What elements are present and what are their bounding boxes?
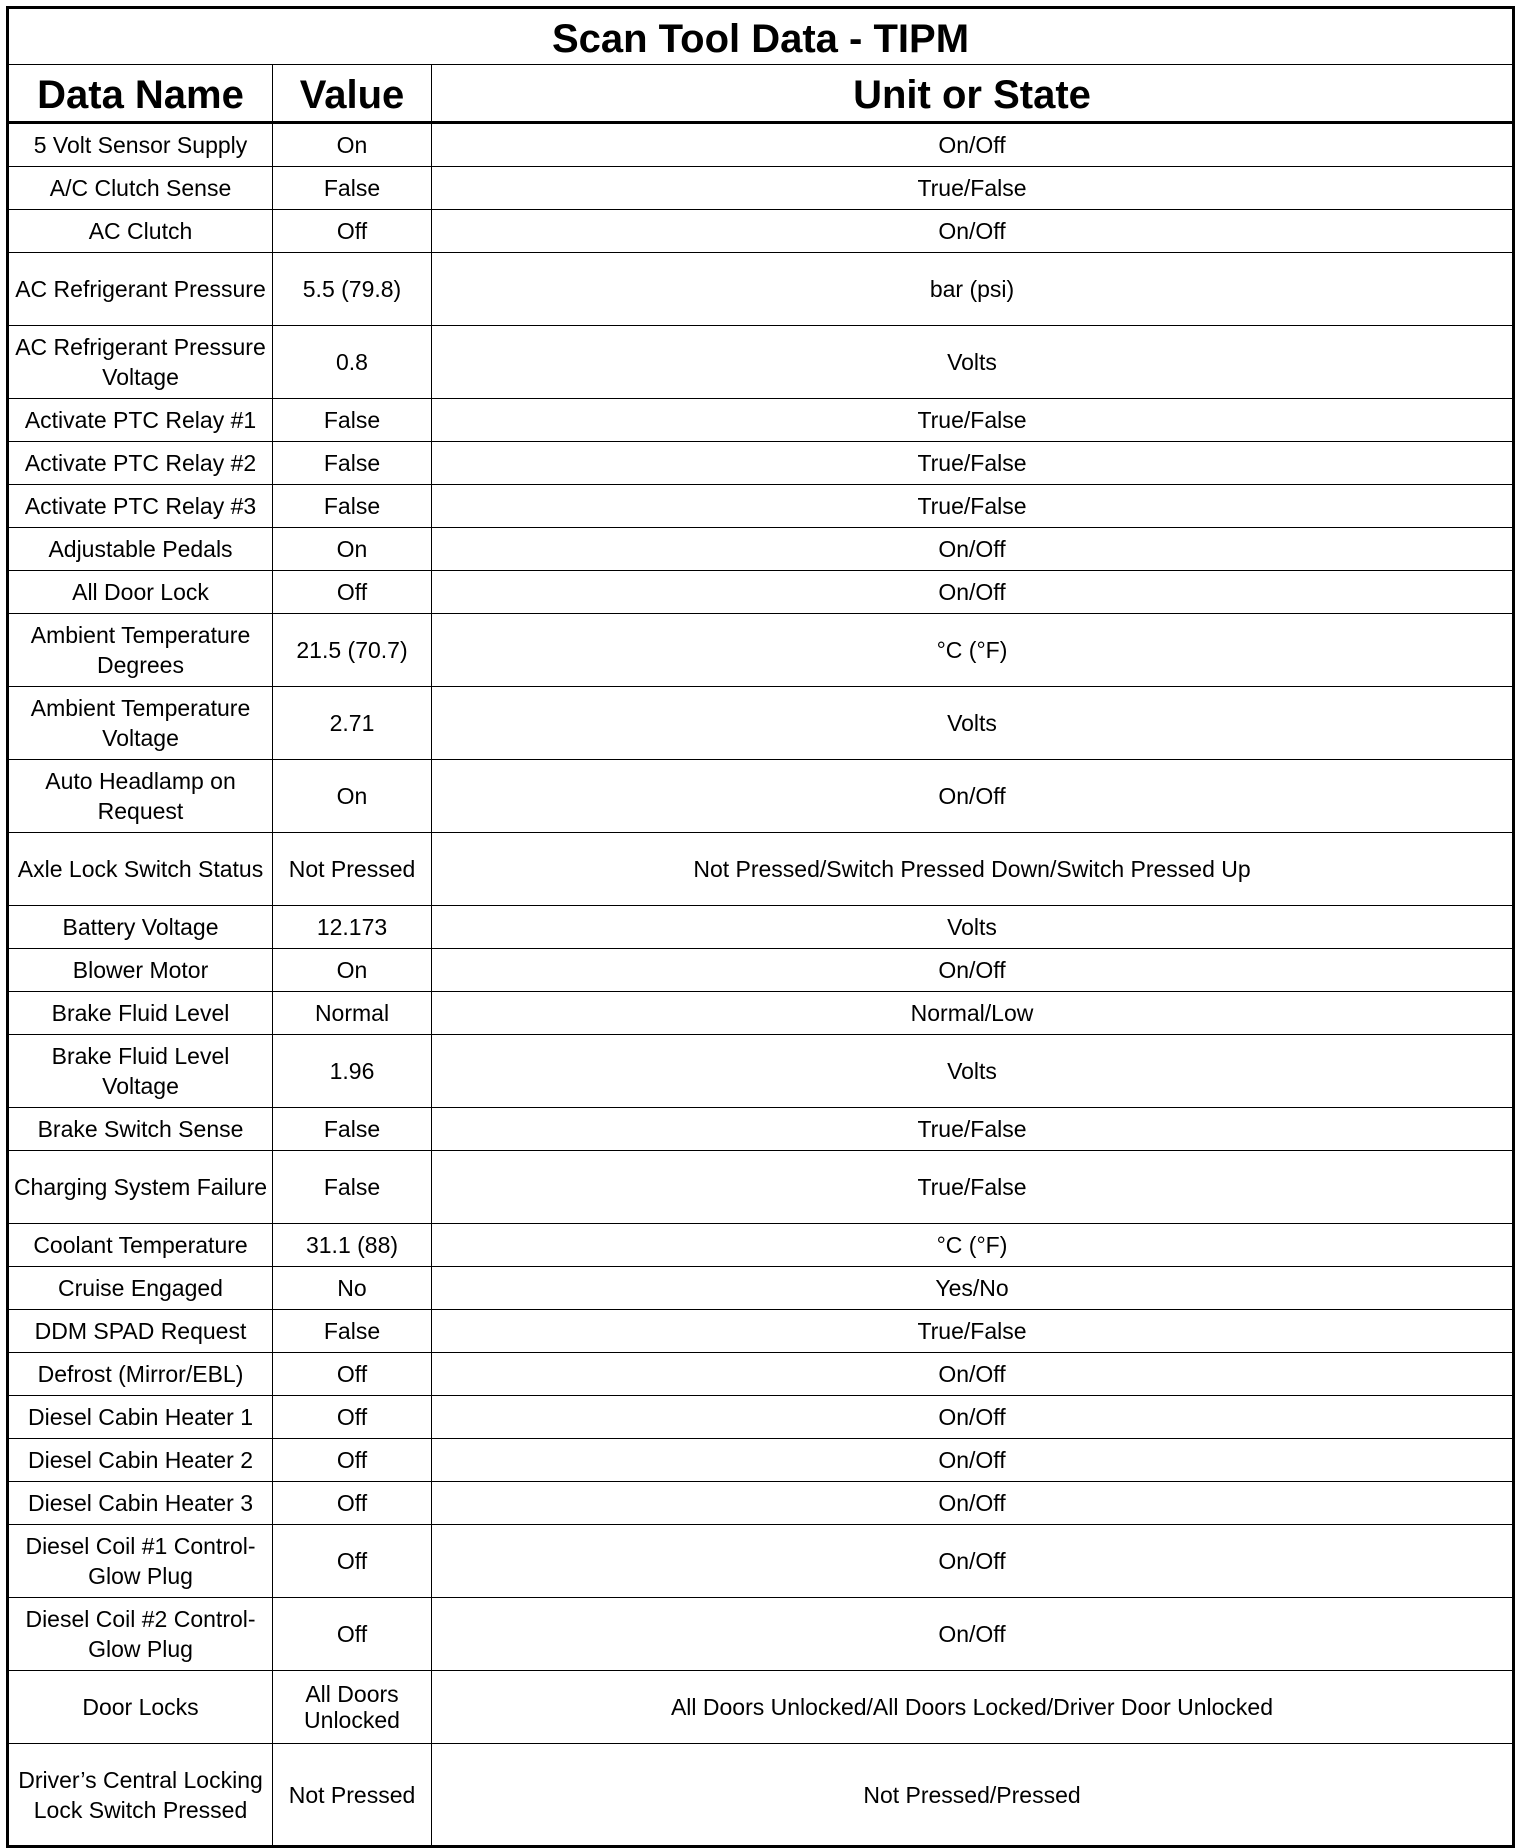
column-header-value: Value bbox=[273, 65, 432, 123]
data-name-cell: Diesel Cabin Heater 2 bbox=[8, 1439, 273, 1482]
data-name-cell: Brake Fluid Level Voltage bbox=[8, 1035, 273, 1108]
scan-tool-data-table bbox=[6, 6, 1515, 1848]
unit-or-state-cell: True/False bbox=[432, 1108, 1514, 1151]
value-cell: All Doors Unlocked bbox=[273, 1671, 432, 1744]
data-name-cell: All Door Lock bbox=[8, 571, 273, 614]
data-name-cell: Ambient Temperature Voltage bbox=[8, 687, 273, 760]
table-row bbox=[8, 326, 1514, 399]
value-cell: Off bbox=[273, 1353, 432, 1396]
unit-or-state-cell: On/Off bbox=[432, 1396, 1514, 1439]
table-row bbox=[8, 687, 1514, 760]
value-cell: Normal bbox=[273, 992, 432, 1035]
unit-or-state-cell: Volts bbox=[432, 1035, 1514, 1108]
value-cell: 2.71 bbox=[273, 687, 432, 760]
table-row bbox=[8, 1267, 1514, 1310]
unit-or-state-cell: On/Off bbox=[432, 571, 1514, 614]
table-row bbox=[8, 1151, 1514, 1224]
value-cell: False bbox=[273, 167, 432, 210]
data-name-cell: Diesel Cabin Heater 3 bbox=[8, 1482, 273, 1525]
data-name-cell: Activate PTC Relay #2 bbox=[8, 442, 273, 485]
table-row bbox=[8, 1108, 1514, 1151]
unit-or-state-cell: All Doors Unlocked/All Doors Locked/Driver Door Unlocked bbox=[432, 1671, 1514, 1744]
table-row bbox=[8, 1482, 1514, 1525]
table-row bbox=[8, 167, 1514, 210]
data-name-cell: Auto Headlamp on Request bbox=[8, 760, 273, 833]
data-name-cell: Adjustable Pedals bbox=[8, 528, 273, 571]
unit-or-state-cell: On/Off bbox=[432, 1598, 1514, 1671]
data-name-cell: 5 Volt Sensor Supply bbox=[8, 123, 273, 167]
unit-or-state-cell: Volts bbox=[432, 687, 1514, 760]
unit-or-state-cell: Volts bbox=[432, 906, 1514, 949]
data-name-cell: Activate PTC Relay #3 bbox=[8, 485, 273, 528]
table-row bbox=[8, 1598, 1514, 1671]
value-cell: Off bbox=[273, 1396, 432, 1439]
unit-or-state-cell: On/Off bbox=[432, 528, 1514, 571]
value-cell: 12.173 bbox=[273, 906, 432, 949]
table-title: Scan Tool Data - TIPM bbox=[8, 8, 1514, 65]
data-name-cell: Door Locks bbox=[8, 1671, 273, 1744]
data-name-cell: Driver’s Central Locking Lock Switch Pressed bbox=[8, 1744, 273, 1847]
table-row bbox=[8, 1744, 1514, 1847]
unit-or-state-cell: On/Off bbox=[432, 1525, 1514, 1598]
data-name-cell: DDM SPAD Request bbox=[8, 1310, 273, 1353]
table-row bbox=[8, 253, 1514, 326]
unit-or-state-cell: On/Off bbox=[432, 1482, 1514, 1525]
table-row bbox=[8, 210, 1514, 253]
table-row bbox=[8, 528, 1514, 571]
unit-or-state-cell: Not Pressed/Switch Pressed Down/Switch Pressed Up bbox=[432, 833, 1514, 906]
unit-or-state-cell: °C (°F) bbox=[432, 614, 1514, 687]
unit-or-state-cell: Yes/No bbox=[432, 1267, 1514, 1310]
data-name-cell: Diesel Cabin Heater 1 bbox=[8, 1396, 273, 1439]
table-row bbox=[8, 399, 1514, 442]
table-row bbox=[8, 1671, 1514, 1744]
value-cell: False bbox=[273, 399, 432, 442]
unit-or-state-cell: On/Off bbox=[432, 1353, 1514, 1396]
value-cell: 31.1 (88) bbox=[273, 1224, 432, 1267]
data-name-cell: Charging System Failure bbox=[8, 1151, 273, 1224]
data-name-cell: Ambient Temperature Degrees bbox=[8, 614, 273, 687]
data-name-cell: Coolant Temperature bbox=[8, 1224, 273, 1267]
table-row bbox=[8, 442, 1514, 485]
value-cell: On bbox=[273, 760, 432, 833]
unit-or-state-cell: True/False bbox=[432, 1151, 1514, 1224]
unit-or-state-cell: On/Off bbox=[432, 1439, 1514, 1482]
unit-or-state-cell: On/Off bbox=[432, 123, 1514, 167]
table-row bbox=[8, 949, 1514, 992]
table-row bbox=[8, 123, 1514, 167]
data-name-cell: Blower Motor bbox=[8, 949, 273, 992]
table-row bbox=[8, 1310, 1514, 1353]
table-row bbox=[8, 485, 1514, 528]
data-name-cell: Axle Lock Switch Status bbox=[8, 833, 273, 906]
unit-or-state-cell: On/Off bbox=[432, 210, 1514, 253]
data-name-cell: AC Clutch bbox=[8, 210, 273, 253]
value-cell: Off bbox=[273, 1598, 432, 1671]
value-cell: On bbox=[273, 123, 432, 167]
value-cell: Off bbox=[273, 571, 432, 614]
value-cell: False bbox=[273, 485, 432, 528]
unit-or-state-cell: On/Off bbox=[432, 760, 1514, 833]
table-row bbox=[8, 1439, 1514, 1482]
column-header-data-name: Data Name bbox=[8, 65, 273, 123]
value-cell: False bbox=[273, 1151, 432, 1224]
data-name-cell: AC Refrigerant Pressure Voltage bbox=[8, 326, 273, 399]
unit-or-state-cell: Volts bbox=[432, 326, 1514, 399]
unit-or-state-cell: On/Off bbox=[432, 949, 1514, 992]
data-name-cell: A/C Clutch Sense bbox=[8, 167, 273, 210]
column-header-unit-or-state: Unit or State bbox=[432, 65, 1514, 123]
data-name-cell: Activate PTC Relay #1 bbox=[8, 399, 273, 442]
table-row bbox=[8, 1525, 1514, 1598]
unit-or-state-cell: True/False bbox=[432, 167, 1514, 210]
table-row bbox=[8, 833, 1514, 906]
data-name-cell: AC Refrigerant Pressure bbox=[8, 253, 273, 326]
value-cell: 21.5 (70.7) bbox=[273, 614, 432, 687]
table-row bbox=[8, 571, 1514, 614]
table-row bbox=[8, 1224, 1514, 1267]
value-cell: Off bbox=[273, 210, 432, 253]
table-row bbox=[8, 1396, 1514, 1439]
value-cell: Not Pressed bbox=[273, 833, 432, 906]
unit-or-state-cell: True/False bbox=[432, 442, 1514, 485]
value-cell: False bbox=[273, 1108, 432, 1151]
unit-or-state-cell: True/False bbox=[432, 485, 1514, 528]
value-cell: 5.5 (79.8) bbox=[273, 253, 432, 326]
unit-or-state-cell: True/False bbox=[432, 399, 1514, 442]
unit-or-state-cell: Normal/Low bbox=[432, 992, 1514, 1035]
table-row bbox=[8, 906, 1514, 949]
unit-or-state-cell: bar (psi) bbox=[432, 253, 1514, 326]
unit-or-state-cell: °C (°F) bbox=[432, 1224, 1514, 1267]
value-cell: No bbox=[273, 1267, 432, 1310]
table-row bbox=[8, 1353, 1514, 1396]
table-row bbox=[8, 1035, 1514, 1108]
value-cell: False bbox=[273, 1310, 432, 1353]
value-cell: Not Pressed bbox=[273, 1744, 432, 1847]
value-cell: 1.96 bbox=[273, 1035, 432, 1108]
table-row bbox=[8, 760, 1514, 833]
data-name-cell: Diesel Coil #1 Control-Glow Plug bbox=[8, 1525, 273, 1598]
data-name-cell: Battery Voltage bbox=[8, 906, 273, 949]
data-name-cell: Cruise Engaged bbox=[8, 1267, 273, 1310]
value-cell: Off bbox=[273, 1482, 432, 1525]
unit-or-state-cell: Not Pressed/Pressed bbox=[432, 1744, 1514, 1847]
data-name-cell: Brake Switch Sense bbox=[8, 1108, 273, 1151]
data-name-cell: Diesel Coil #2 Control-Glow Plug bbox=[8, 1598, 273, 1671]
value-cell: Off bbox=[273, 1525, 432, 1598]
value-cell: False bbox=[273, 442, 432, 485]
data-name-cell: Brake Fluid Level bbox=[8, 992, 273, 1035]
unit-or-state-cell: True/False bbox=[432, 1310, 1514, 1353]
table-row bbox=[8, 614, 1514, 687]
value-cell: On bbox=[273, 528, 432, 571]
data-name-cell: Defrost (Mirror/EBL) bbox=[8, 1353, 273, 1396]
table-row bbox=[8, 992, 1514, 1035]
table-body bbox=[8, 123, 1514, 1847]
value-cell: 0.8 bbox=[273, 326, 432, 399]
value-cell: Off bbox=[273, 1439, 432, 1482]
value-cell: On bbox=[273, 949, 432, 992]
